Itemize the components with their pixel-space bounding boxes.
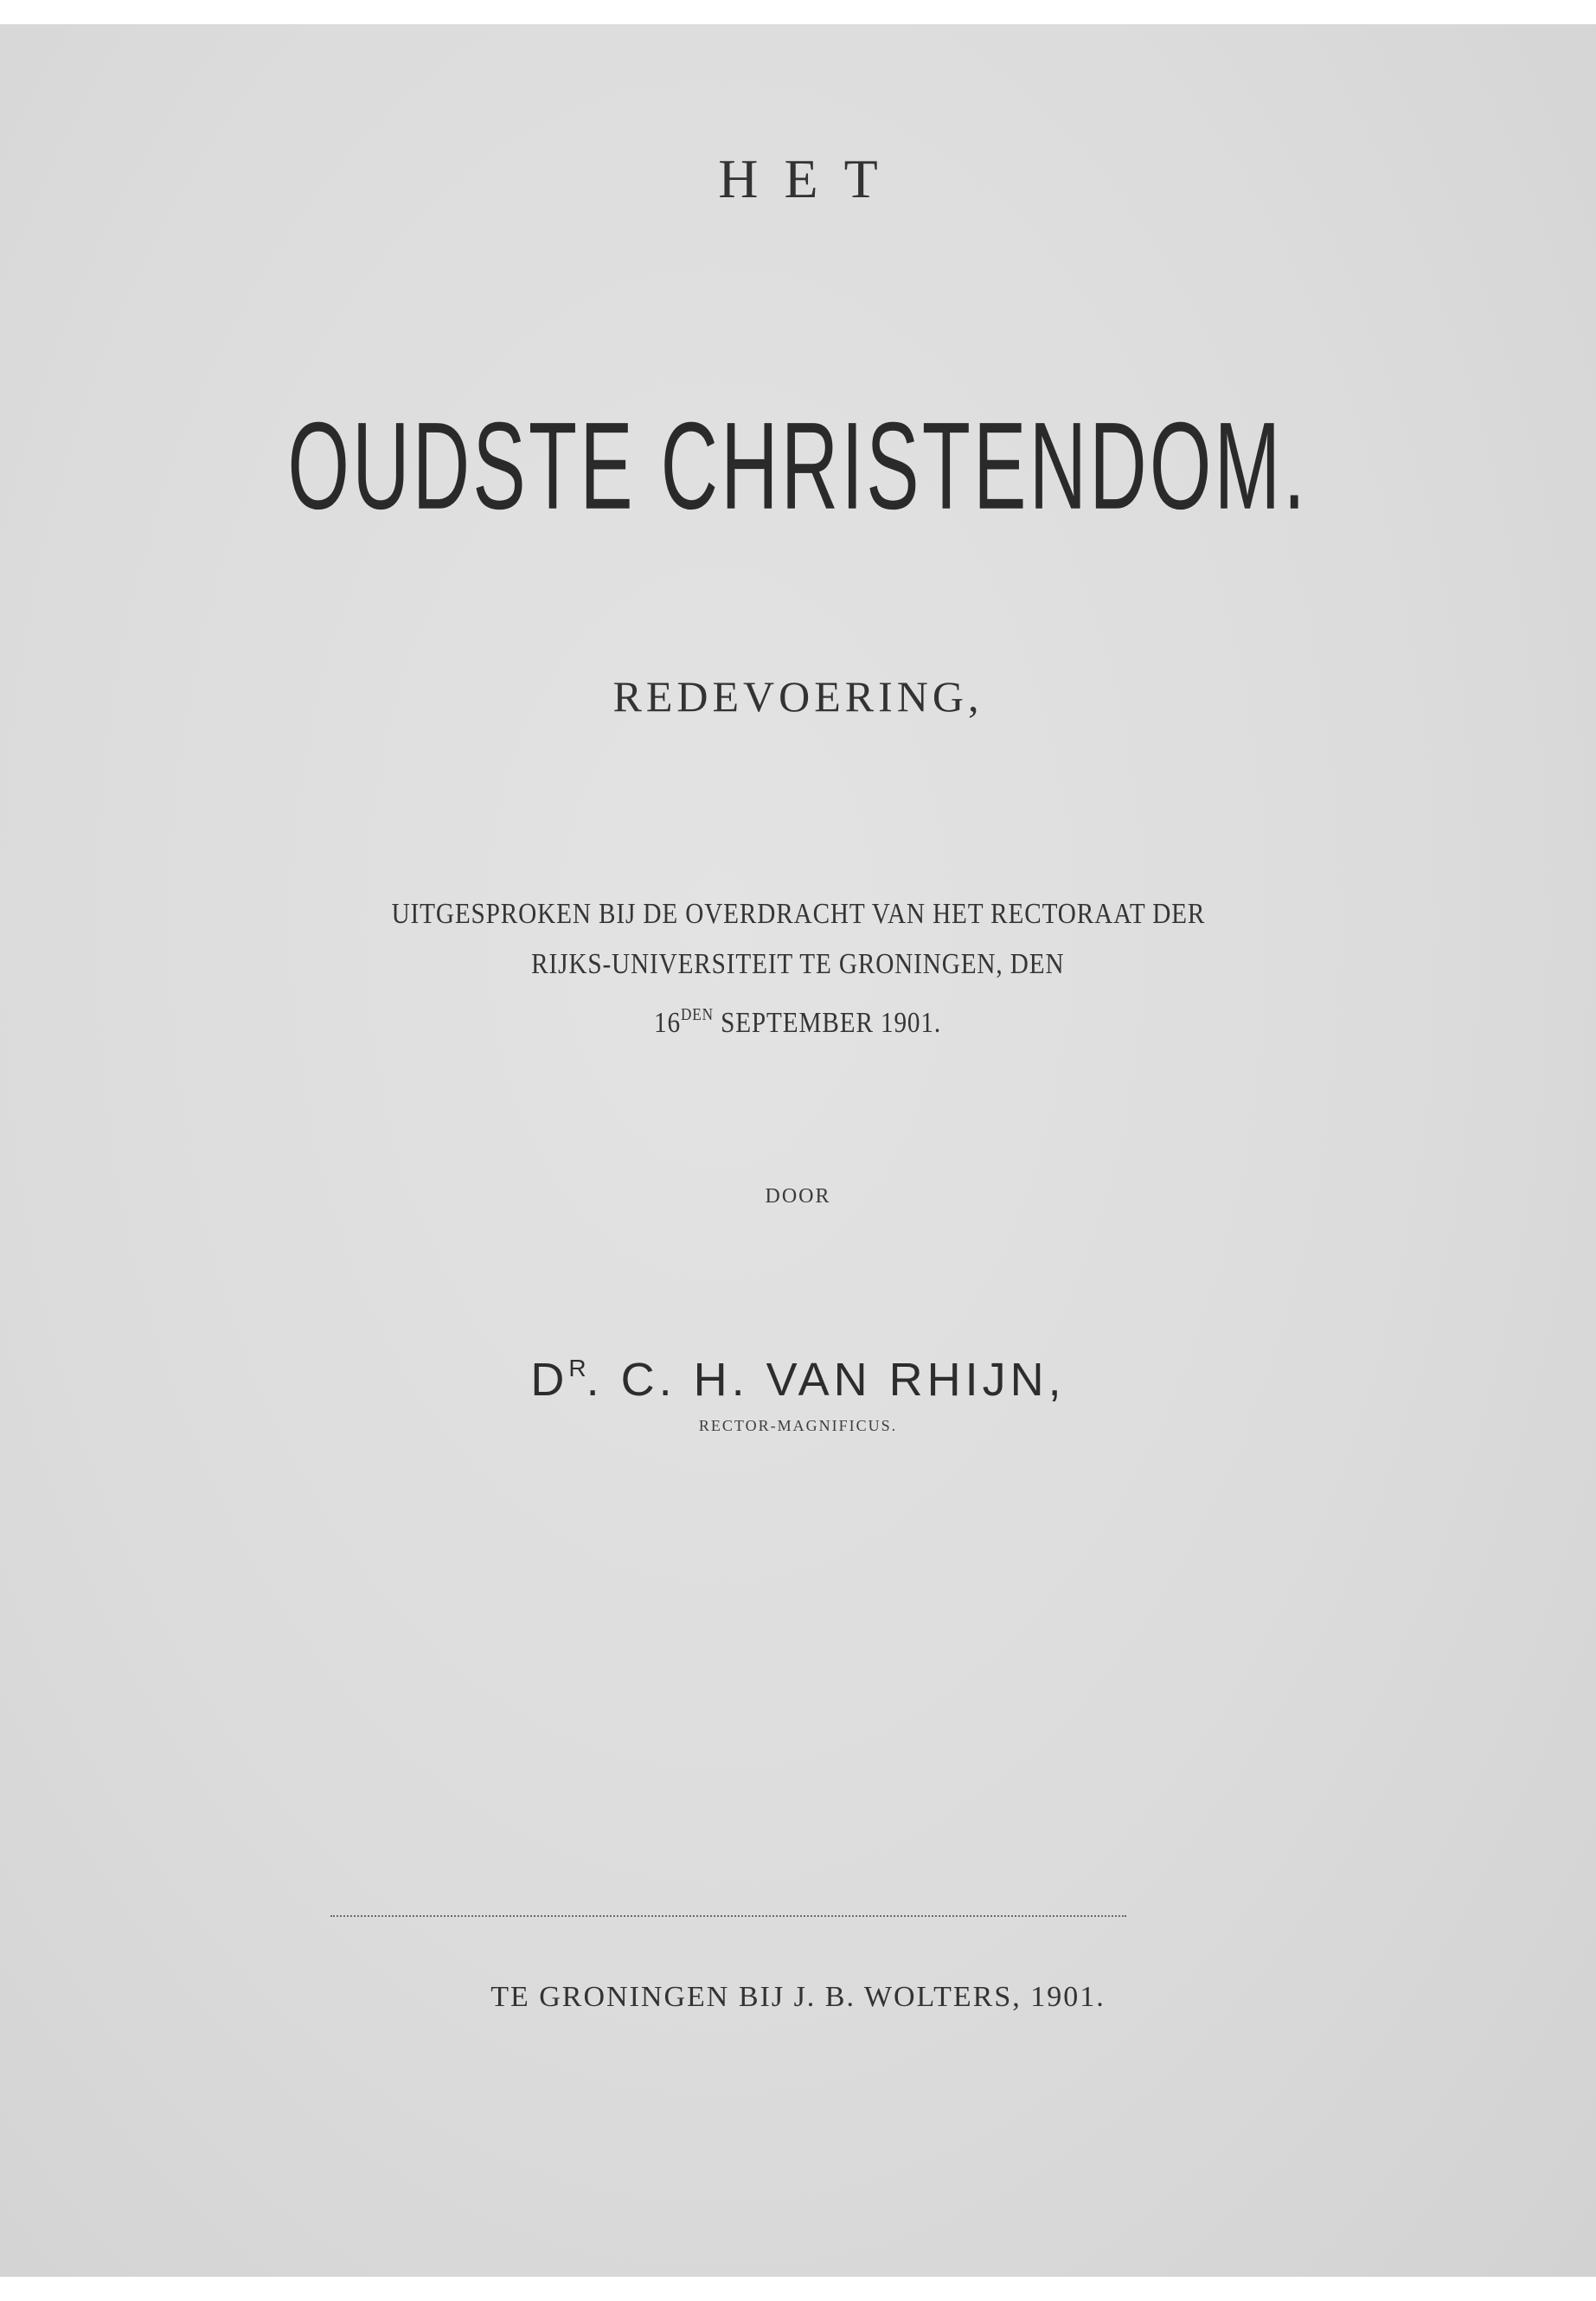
door-label: DOOR [765, 1185, 831, 1208]
occasion-line-2: RIJKS-UNIVERSITEIT TE GRONINGEN, DEN [531, 948, 1065, 980]
subtitle: REDEVOERING, [612, 672, 984, 721]
author-prefix-sup: R [568, 1355, 586, 1381]
title-het: HET [718, 148, 904, 209]
main-title [0, 396, 1596, 535]
title-page [0, 24, 1596, 2277]
occasion-line-3 [0, 990, 1596, 1048]
occasion-day-suffix: DEN [681, 1005, 715, 1024]
occasion-text [0, 889, 1596, 1048]
main-title-text: OUDSTE CHRISTENDOM. [287, 396, 1309, 535]
dotted-divider [330, 1915, 1126, 1917]
author-prefix: D [530, 1354, 569, 1406]
occasion-line-1: UITGESPROKEN BIJ DE OVERDRACHT VAN HET RECTORAAT DER [391, 898, 1205, 930]
occasion-date: SEPTEMBER 1901. [721, 1007, 942, 1039]
occasion-day: 16 [654, 1007, 682, 1039]
author-name-text: . C. H. VAN RHIJN, [586, 1354, 1066, 1406]
author-name [0, 1353, 1596, 1407]
publisher-imprint: TE GRONINGEN BIJ J. B. WOLTERS, 1901. [490, 1981, 1106, 2013]
author-role: RECTOR-MAGNIFICUS. [698, 1417, 898, 1434]
